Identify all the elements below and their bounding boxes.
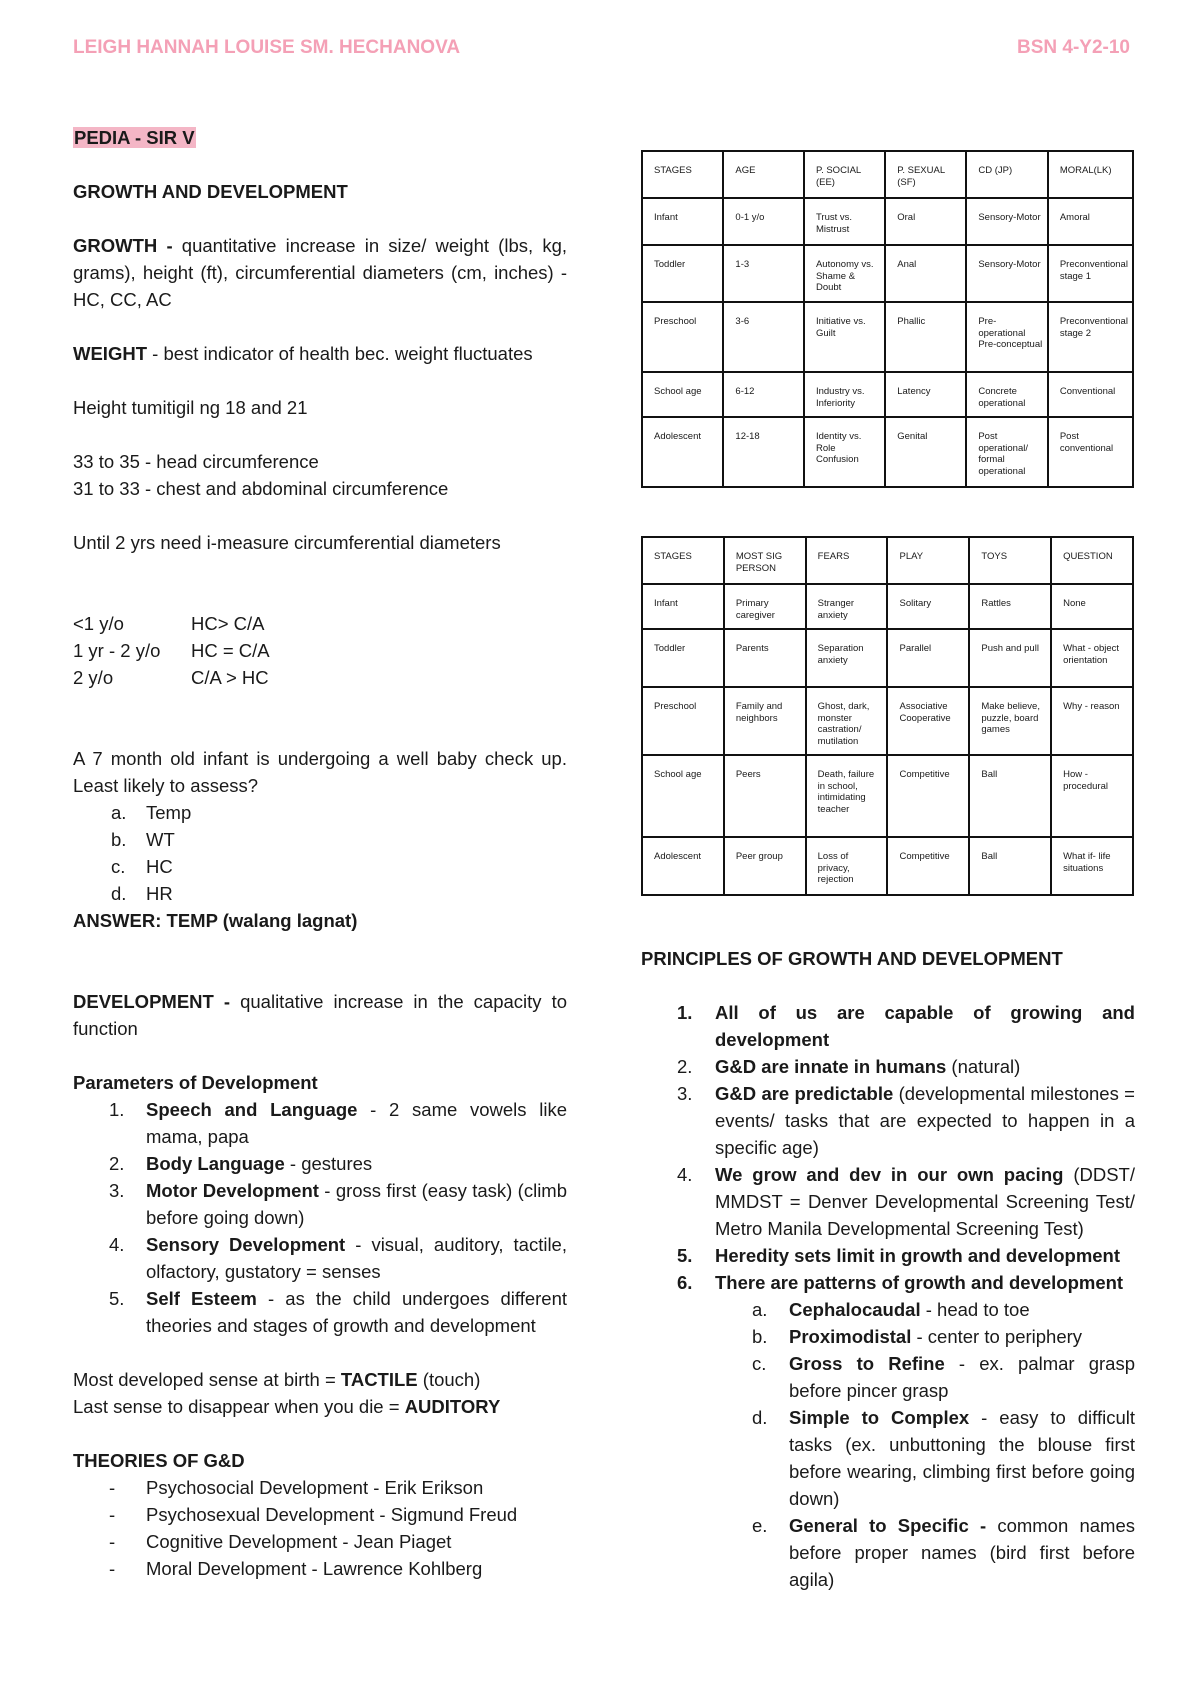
list-item: 3. G&D are predictable (developmental milestones = events/ tasks that are expected to happen in a specific age) <box>677 1083 1135 1158</box>
left-column <box>73 124 567 1582</box>
theories-list: - Psychosocial Development - Erik Erikson - Psychosexual Development - Sigmund Freud - Cognitive Development - Jean Piaget - Moral Development - Lawrence Kohlberg <box>109 1477 518 1579</box>
quiz-choices: a. Temp b. WT c. HC d. HR <box>111 802 192 904</box>
quiz-question: A 7 month old infant is undergoing a well baby check up. Least likely to assess? <box>73 748 567 796</box>
table-row: Toddler 1-3 Autonomy vs. Shame & Doubt Anal Sensory-Motor Preconventional stage 1 <box>642 245 1133 302</box>
table-row: Adolescent 12-18 Identity vs. Role Confusion Genital Post operational/ formal operational Post conventional <box>642 417 1133 487</box>
stages-theories-table <box>641 150 1134 488</box>
parameters-title: Parameters of Development <box>73 1072 318 1093</box>
principles-list <box>641 999 1135 1593</box>
theories-title: THEORIES OF G&D <box>73 1450 245 1471</box>
table-row: Toddler Parents Separation anxiety Parallel Push and pull What - object orientation <box>642 629 1133 687</box>
table-row: School age 6-12 Industry vs. Inferiority Latency Concrete operational Conventional <box>642 372 1133 417</box>
table-row: Infant Primary caregiver Stranger anxiety Solitary Rattles None <box>642 584 1133 629</box>
head-circumference: 33 to 35 - head circumference <box>73 451 319 472</box>
until-note: Until 2 yrs need i-measure circumferential diameters <box>73 532 501 553</box>
growth-definition: GROWTH - quantitative increase in size/ weight (lbs, kg, grams), height (ft), circumferential diameters (cm, inches) - HC, CC, AC <box>73 235 567 310</box>
list-item: 6. There are patterns of growth and development <box>677 1272 1124 1293</box>
table-row: Preschool Family and neighbors Ghost, dark, monster castration/ mutilation Associative Cooperative Make believe, puzzle, board games Why - reason <box>642 687 1133 755</box>
list-item: 5. Heredity sets limit in growth and development <box>677 1245 1121 1266</box>
table-row: STAGES AGE P. SOCIAL (EE) P. SEXUAL (SF) CD (JP) MORAL(LK) <box>642 151 1133 198</box>
weight-definition: WEIGHT - best indicator of health bec. weight fluctuates <box>73 343 533 364</box>
patterns-list: a. Cephalocaudal - head to toe b. Proximodistal - center to periphery c. Gross to Refine - ex. palmar grasp before pincer grasp d. Simple to Complex - easy to difficult tasks (ex. unbuttoning the blouse first before wearing, climbing first before going down) e. General to Specific - common names before proper names (bird first before agila) <box>752 1299 1135 1590</box>
list-item: 4. We grow and dev in our own pacing (DDST/ MMDST = Denver Developmental Screening Test/ Metro Manila Developmental Screening Test) <box>677 1164 1135 1239</box>
table-row: Preschool 3-6 Initiative vs. Guilt Phallic Pre-operational Pre-conceptual Preconventional stage 2 <box>642 302 1133 372</box>
sense-at-birth: Most developed sense at birth = TACTILE (touch) <box>73 1369 481 1390</box>
right-column <box>641 945 1135 1593</box>
chest-circumference: 31 to 33 - chest and abdominal circumference <box>73 478 449 499</box>
list-item: 2. G&D are innate in humans (natural) <box>677 1056 1021 1077</box>
subject-title: PEDIA - SIR V <box>74 127 195 148</box>
quiz-answer: ANSWER: TEMP (walang lagnat) <box>73 910 358 931</box>
development-definition: DEVELOPMENT - qualitative increase in the capacity to function <box>73 991 568 1039</box>
parameters-list: 1. Speech and Language - 2 same vowels like mama, papa 2. Body Language - gestures 3. Motor Development - gross first (easy task) (climb before going down) 4. Sensory Development - visual, auditory, tactile, olfactory, gustatory = senses 5. Self Esteem - as the child undergoes different theories and stages of growth and development <box>109 1099 568 1336</box>
section-title: GROWTH AND DEVELOPMENT <box>73 181 348 202</box>
sense-at-death: Last sense to disappear when you die = AUDITORY <box>73 1396 501 1417</box>
height-note: Height tumitigil ng 18 and 21 <box>73 397 308 418</box>
principles-title: PRINCIPLES OF GROWTH AND DEVELOPMENT <box>641 948 1063 969</box>
table-row: Adolescent Peer group Loss of privacy, rejection Competitive Ball What if- life situations <box>642 837 1133 895</box>
table-row: STAGES MOST SIG PERSON FEARS PLAY TOYS QUESTION <box>642 537 1133 584</box>
table-row: School age Peers Death, failure in school, intimidating teacher Competitive Ball How - procedural <box>642 755 1133 837</box>
list-item: 1. All of us are capable of growing and development <box>677 1002 1135 1050</box>
author-name: LEIGH HANNAH LOUISE SM. HECHANOVA <box>73 37 461 58</box>
table-row: Infant 0-1 y/o Trust vs. Mistrust Oral Sensory-Motor Amoral <box>642 198 1133 245</box>
section-code: BSN 4-Y2-10 <box>1017 37 1130 58</box>
stages-behavior-table <box>641 536 1134 896</box>
ratio-list: <1 y/o HC> C/A 1 yr - 2 y/o HC = C/A 2 y/o C/A > HC <box>73 613 270 688</box>
